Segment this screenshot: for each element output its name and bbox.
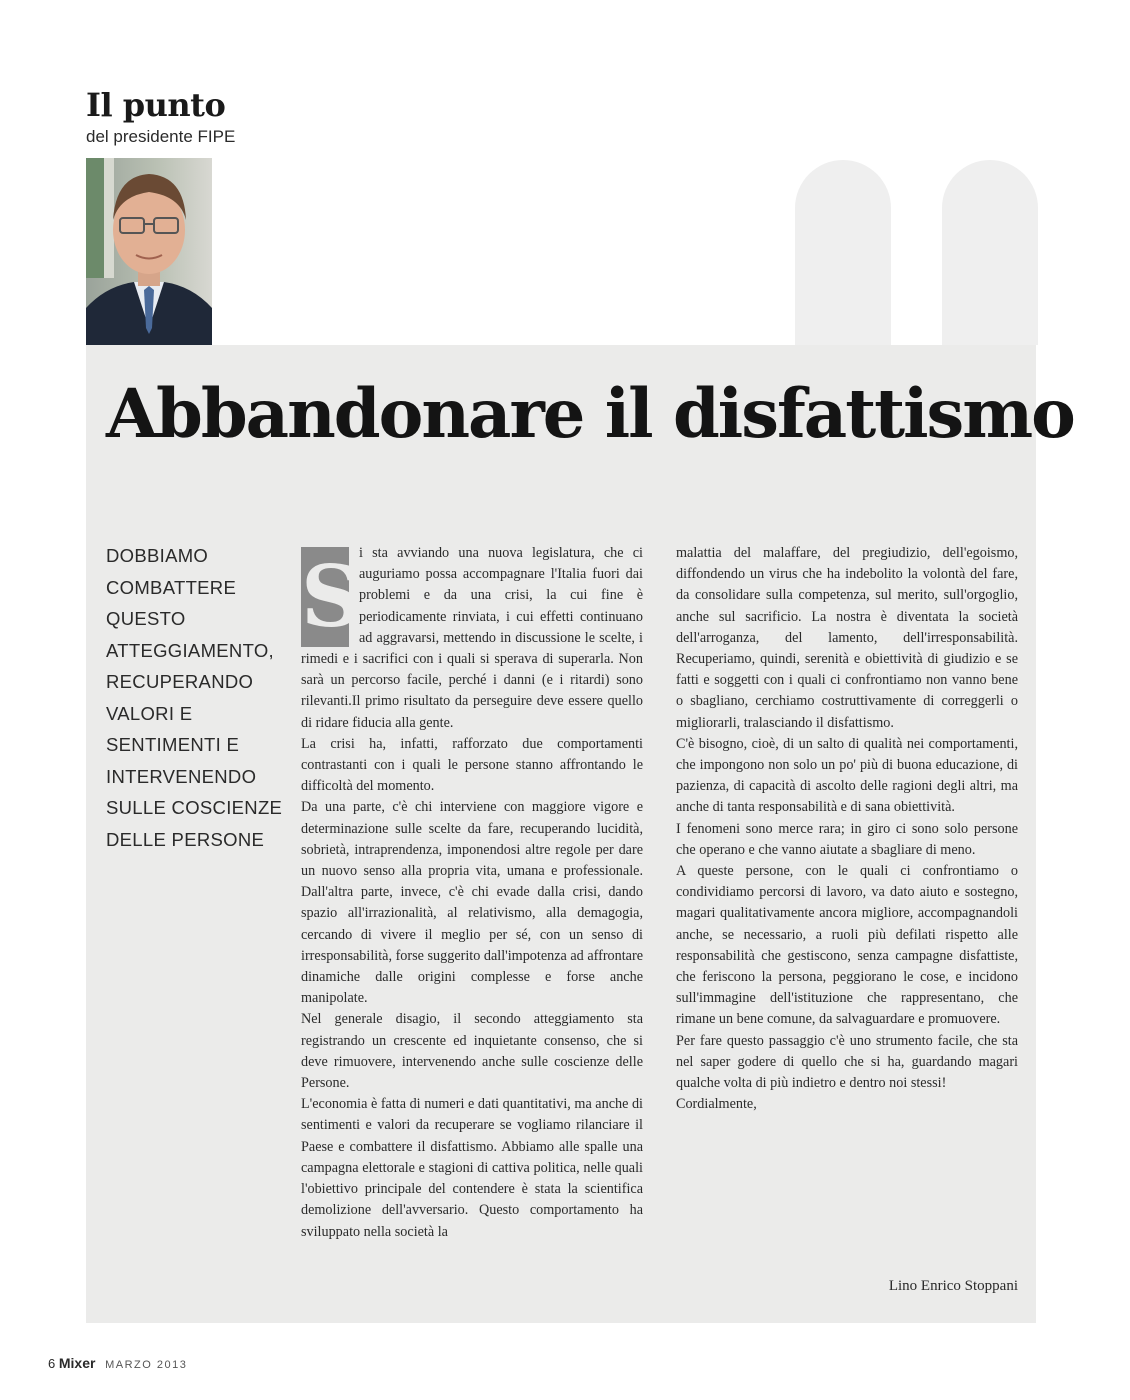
closing: Cordialmente, <box>676 1096 757 1113</box>
issue-date: MARZO 2013 <box>105 1359 188 1371</box>
portrait-illustration <box>86 158 212 345</box>
pull-quote-line: DOBBIAMO <box>106 545 209 566</box>
pull-quote-line: INTERVENENDO <box>106 765 257 787</box>
paragraph: La crisi ha, infatti, rafforzato due comportamenti contrastanti con i quali le persone stanno affrontando le difficoltà del momento. <box>301 735 643 795</box>
pull-quote-line: VALORI E <box>106 702 193 724</box>
page-number: 6 <box>48 1356 56 1371</box>
paragraph: C'è bisogno, cioè, di un salto di qualità nei comportamenti, che impongono non solo un po' più di buona educazione, di pazienza, di capacità di ascolto delle ragioni degli altri, ma anche di tanta responsabilità e di sana obiettività. <box>676 735 1018 816</box>
pull-quote-line: SENTIMENTI E <box>106 734 240 755</box>
pull-quote-line: QUESTO <box>106 608 186 629</box>
body-column-1 <box>301 543 643 1243</box>
paragraph: Da una parte, c'è chi interviene con maggiore vigore e determinazione sulle scelte da fare, recuperando lucidità, sobrietà, intraprendenza, imponendosi altre regole per dare un nuovo senso alla propria vita, umana e professionale. Dall'altra parte, invece, c'è chi evade dalla crisi, dando spazio all'irrazionalità, al relativismo, alla demagogia, cercando di vivere il meglio per sé, con un senso di irresponsabilità, forse suggerito dall'impotenza ad affrontare dinamiche dalle origini complesse e forse anche manipolate. <box>301 799 643 1007</box>
paragraph: malattia del malaffare, del pregiudizio, dell'egoismo, diffondendo un virus che ha indebolito la volontà del fare, da consolidare sulla competenza, sul merito, sull'orgoglio, anche sul sacrificio. La nostra è diventata la società dell'arroganza, del lamento, dell'irresponsabilità. Recuperiamo, quindi, serenità e obiettività di giudizio e se fatti e soggetti con i quali ci confrontiamo non vanno bene o sbagliano, cerchiamo costruttivamente di correggerli o migliorarli, tralasciando il disfattismo. <box>676 545 1018 731</box>
paragraph: L'economia è fatta di numeri e dati quantitativi, ma anche di sentimenti e valori da recuperare se vogliamo rilanciare il Paese e combattere il disfattismo. Abbiamo alle spalle una campagna elettorale e stagioni di cattiva politica, nelle quali l'obiettivo principale del contendere è stata la scientifica demolizione dell'avversario. Questo comportamento ha sviluppato nella società la <box>301 1096 643 1240</box>
paragraph: i sta avviando una nuova legislatura, che ci auguriamo possa accompagnare l'Italia fuori dai problemi e da una crisi, la cui fine è periodicamente rinviata, i cui effetti continuano ad aggravarsi, mettendo in discussione le scelte, i rimedi e i sacrifici con i quali si sperava di superarla. Non sarà un percorso facile, perché i danni (e i ritardi) sono rilevanti.Il primo risultato da perseguire deve essere quello di ridare fiducia alla gente. <box>301 545 643 731</box>
quote-mark-decoration <box>795 160 891 345</box>
paragraph: A queste persone, con le quali ci confrontiamo o condividiamo percorsi di lavoro, va dato aiuto e sostegno, magari qualitativamente ancora migliore, accompagnandoli anche, se necessario, a ruoli più defilati rispetto alle responsabilità che gestiscono, senza campagne disfattiste, che feriscono la persona, peggiorano le cose, e incidono sull'immagine dell'istituzione che rappresentano, che rimane un bene comune, da salvaguardare e promuovere. <box>676 863 1018 1028</box>
pull-quote-line: RECUPERANDO <box>106 671 254 692</box>
pull-quote-line: COMBATTERE <box>106 576 237 598</box>
pull-quote <box>106 540 283 855</box>
paragraph: Per fare questo passaggio c'è uno strumento facile, che sta nel saper godere di quello che si ha, guardando magari qualche volta di più indietro e dentro noi stessi! <box>676 1032 1018 1092</box>
drop-cap: S <box>301 547 362 646</box>
pull-quote-line: DELLE PERSONE <box>106 828 265 850</box>
paragraph: I fenomeni sono merce rara; in giro ci sono solo persone che operano e che vanno aiutate a sbagliare di meno. <box>676 820 1018 858</box>
author-photo <box>86 158 212 345</box>
quote-mark-decoration <box>942 160 1038 345</box>
page-footer <box>48 1355 187 1371</box>
headline: Abbandonare il disfattismo <box>106 374 1074 453</box>
pull-quote-line: SULLE COSCIENZE <box>106 797 283 818</box>
magazine-name: Mixer <box>58 1355 96 1371</box>
header-kicker: Il punto <box>86 86 226 124</box>
signature: Lino Enrico Stoppani <box>888 1278 1018 1294</box>
pull-quote-line: ATTEGGIAMENTO, <box>106 639 274 661</box>
body-column-2 <box>676 543 1018 1115</box>
paragraph: Nel generale disagio, il secondo atteggiamento sta registrando un crescente ed inquietante consenso, che si deve rimuovere, intervenendo anche sulle coscienze delle Persone. <box>301 1011 643 1092</box>
header-subtitle: del presidente FIPE <box>86 127 236 146</box>
